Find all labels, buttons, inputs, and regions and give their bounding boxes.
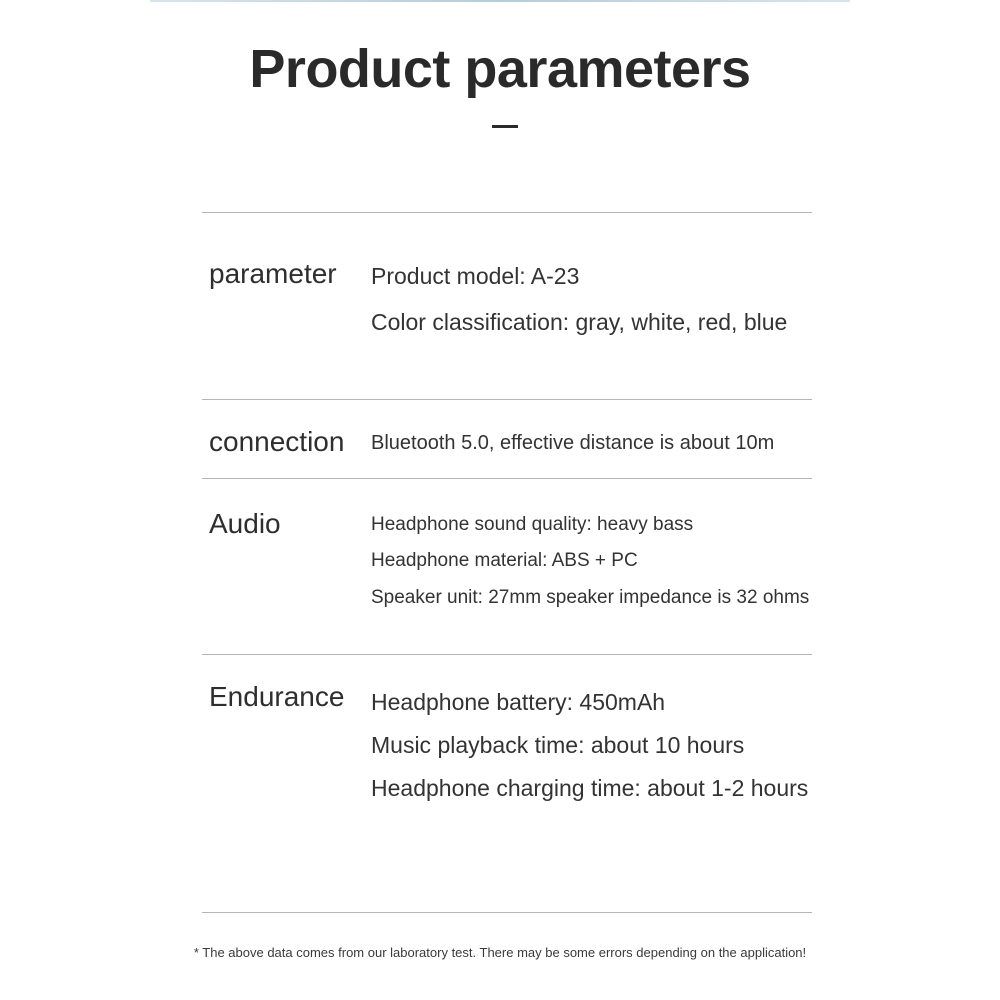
divider-parameter-connection [202, 399, 812, 400]
divider-top [202, 212, 812, 213]
section-label-parameter: parameter [209, 258, 337, 289]
audio-value-sound-quality: Headphone sound quality: heavy bass [371, 514, 694, 535]
page-title: Product parameters [249, 39, 751, 99]
divider-bottom [202, 912, 812, 913]
top-accent-line [150, 0, 850, 2]
section-label-audio: Audio [209, 508, 281, 539]
connection-value-bluetooth: Bluetooth 5.0, effective distance is about 10m [371, 432, 775, 454]
audio-value-material: Headphone material: ABS + PC [371, 550, 638, 571]
divider-connection-audio [202, 478, 812, 479]
title-underline-dash [492, 125, 518, 128]
section-label-endurance: Endurance [209, 681, 345, 712]
section-label-connection: connection [209, 426, 345, 457]
endurance-value-charging: Headphone charging time: about 1-2 hours [371, 775, 809, 801]
endurance-value-playback: Music playback time: about 10 hours [371, 732, 745, 758]
footnote: * The above data comes from our laboratory test. There may be some errors depending on the application! [193, 945, 807, 960]
parameter-value-color: Color classification: gray, white, red, blue [371, 309, 788, 335]
parameter-value-model: Product model: A-23 [371, 263, 580, 289]
audio-value-speaker-unit: Speaker unit: 27mm speaker impedance is 32 ohms [371, 587, 810, 608]
divider-audio-endurance [202, 654, 812, 655]
endurance-value-battery: Headphone battery: 450mAh [371, 689, 666, 715]
